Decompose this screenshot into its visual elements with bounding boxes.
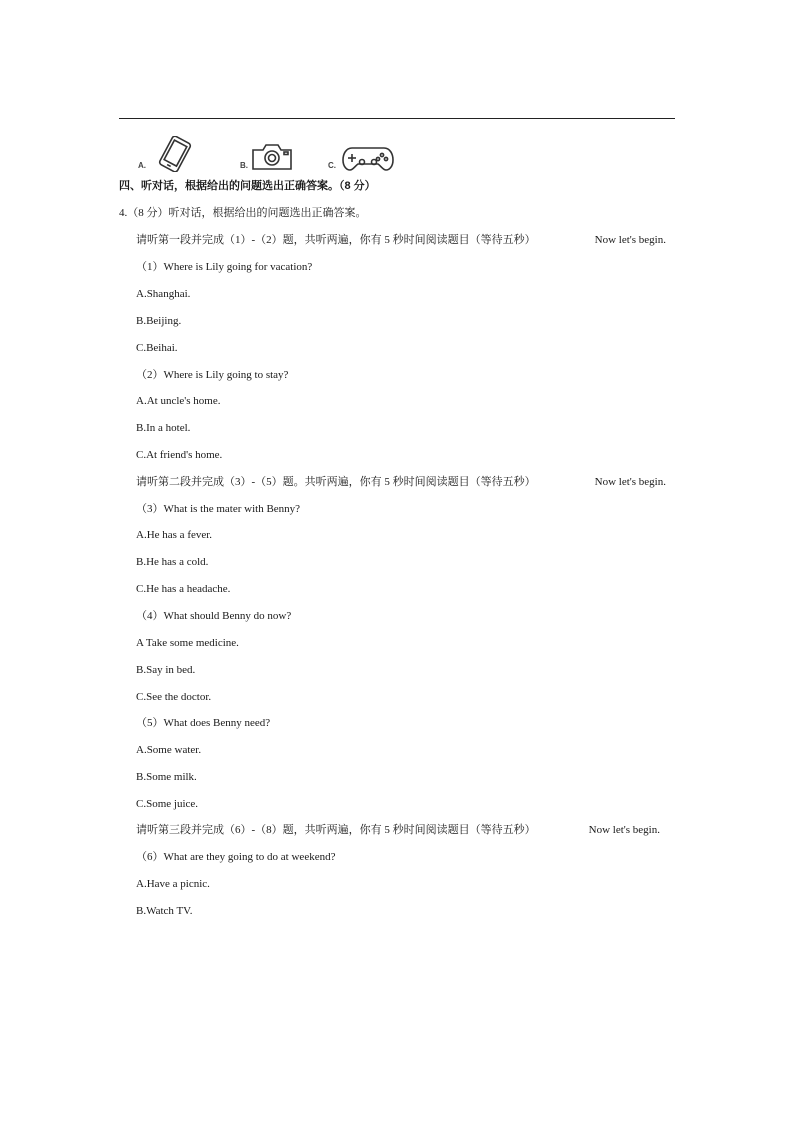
section-heading: 四、听对话，根据给出的问题选出正确答案。（8 分） xyxy=(119,180,376,192)
part3-intro-en: Now let's begin. xyxy=(588,824,660,836)
question-stem-5: （5）What does Benny need? xyxy=(136,717,271,729)
gamepad-icon xyxy=(342,144,394,172)
picture-option-label: B. xyxy=(240,161,248,170)
camera-icon xyxy=(250,142,294,172)
option-6a[interactable]: A.Have a picnic. xyxy=(136,878,210,890)
question-stem-1: （1）Where is Lily going for vacation? xyxy=(136,261,313,273)
option-3b[interactable]: B.He has a cold. xyxy=(136,556,209,568)
picture-option-label: A. xyxy=(138,161,146,170)
question-stem-2: （2）Where is Lily going to stay? xyxy=(136,369,289,381)
part3-intro xyxy=(136,823,660,837)
option-2c[interactable]: C.At friend's home. xyxy=(136,449,223,461)
question-stem-6: （6）What are they going to do at weekend? xyxy=(136,851,336,863)
part2-intro xyxy=(136,475,666,489)
phone-icon xyxy=(152,136,198,172)
part1-intro-cn: 请听第一段并完成（1）-（2）题，共听两遍，你有 5 秒时间阅读题目（等待五秒） xyxy=(136,234,536,246)
option-4a[interactable]: A Take some medicine. xyxy=(136,637,239,649)
option-1c[interactable]: C.Beihai. xyxy=(136,342,178,354)
part2-intro-cn: 请听第二段并完成（3）-（5）题。共听两遍，你有 5 秒时间阅读题目（等待五秒） xyxy=(136,476,536,488)
question-header: 4.（8 分）听对话，根据给出的问题选出正确答案。 xyxy=(119,207,367,219)
option-3a[interactable]: A.He has a fever. xyxy=(136,529,213,541)
picture-option-a[interactable] xyxy=(138,136,198,176)
option-5b[interactable]: B.Some milk. xyxy=(136,771,197,783)
option-4c[interactable]: C.See the doctor. xyxy=(136,691,212,703)
option-1a[interactable]: A.Shanghai. xyxy=(136,288,191,300)
option-4b[interactable]: B.Say in bed. xyxy=(136,664,196,676)
part2-intro-en: Now let's begin. xyxy=(594,476,666,488)
question-stem-4: （4）What should Benny do now? xyxy=(136,610,292,622)
part1-intro-en: Now let's begin. xyxy=(594,234,666,246)
part3-intro-cn: 请听第三段并完成（6）-（8）题，共听两遍，你有 5 秒时间阅读题目（等待五秒） xyxy=(136,824,536,836)
picture-option-label: C. xyxy=(328,161,336,170)
picture-options-row xyxy=(138,136,438,176)
option-5c[interactable]: C.Some juice. xyxy=(136,798,199,810)
option-1b[interactable]: B.Beijing. xyxy=(136,315,182,327)
option-6b[interactable]: B.Watch TV. xyxy=(136,905,193,917)
option-2b[interactable]: B.In a hotel. xyxy=(136,422,191,434)
picture-option-c[interactable] xyxy=(328,136,398,176)
question-stem-3: （3）What is the mater with Benny? xyxy=(136,503,301,515)
option-5a[interactable]: A.Some water. xyxy=(136,744,202,756)
option-3c[interactable]: C.He has a headache. xyxy=(136,583,231,595)
option-2a[interactable]: A.At uncle's home. xyxy=(136,395,221,407)
part1-intro xyxy=(136,233,666,247)
header-rule xyxy=(119,118,675,119)
picture-option-b[interactable] xyxy=(240,136,300,176)
